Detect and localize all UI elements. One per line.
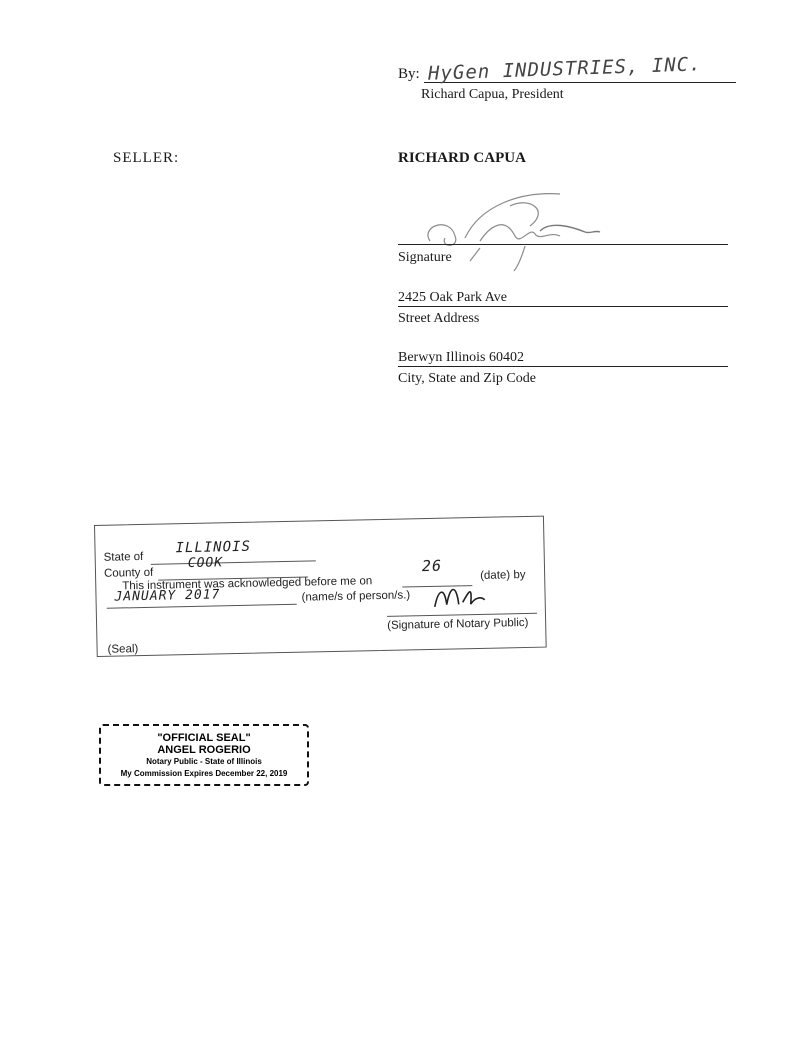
company-handwritten-signature: HyGen INDUSTRIES, INC. bbox=[427, 53, 702, 85]
state-line bbox=[151, 560, 316, 564]
seller-signature-caption: Signature bbox=[398, 250, 452, 265]
state-label: State of bbox=[103, 550, 144, 564]
county-value: COOK bbox=[187, 555, 224, 572]
seller-street-caption: Street Address bbox=[398, 311, 480, 326]
seller-label: SELLER: bbox=[113, 150, 180, 166]
seal-label: (Seal) bbox=[107, 643, 139, 656]
official-seal-stamp bbox=[99, 724, 309, 786]
seal-line1: Notary Public - State of Illinois bbox=[146, 757, 262, 766]
notary-signature-scribble bbox=[428, 578, 489, 615]
company-signer-name: Richard Capua, President bbox=[421, 87, 564, 102]
seller-city-line bbox=[398, 366, 728, 367]
notary-signature-caption: (Signature of Notary Public) bbox=[387, 616, 529, 632]
state-value: ILLINOIS bbox=[175, 538, 252, 557]
seller-city-caption: City, State and Zip Code bbox=[398, 371, 536, 386]
seller-street-line bbox=[398, 306, 728, 307]
seller-street-value: 2425 Oak Park Ave bbox=[398, 290, 507, 305]
seal-name: ANGEL ROGERIO bbox=[157, 744, 251, 756]
acknowledgment-text: This instrument was acknowledged before me on bbox=[122, 575, 373, 593]
names-label: (name/s of person/s.) bbox=[301, 589, 411, 604]
seal-title: "OFFICIAL SEAL" bbox=[157, 732, 251, 744]
date-value: 26 bbox=[421, 556, 443, 576]
names-line bbox=[107, 604, 297, 609]
date-suffix: (date) by bbox=[480, 568, 526, 582]
seller-city-value: Berwyn Illinois 60402 bbox=[398, 350, 524, 365]
county-label: County of bbox=[103, 566, 154, 580]
seal-line2: My Commission Expires December 22, 2019 bbox=[120, 769, 288, 778]
company-by-label: By: bbox=[398, 66, 420, 82]
seller-name: RICHARD CAPUA bbox=[398, 150, 526, 166]
seller-signature-line bbox=[398, 244, 728, 245]
date-handwritten: JANUARY 2017 bbox=[114, 587, 221, 605]
notary-acknowledgment-box bbox=[94, 516, 547, 657]
